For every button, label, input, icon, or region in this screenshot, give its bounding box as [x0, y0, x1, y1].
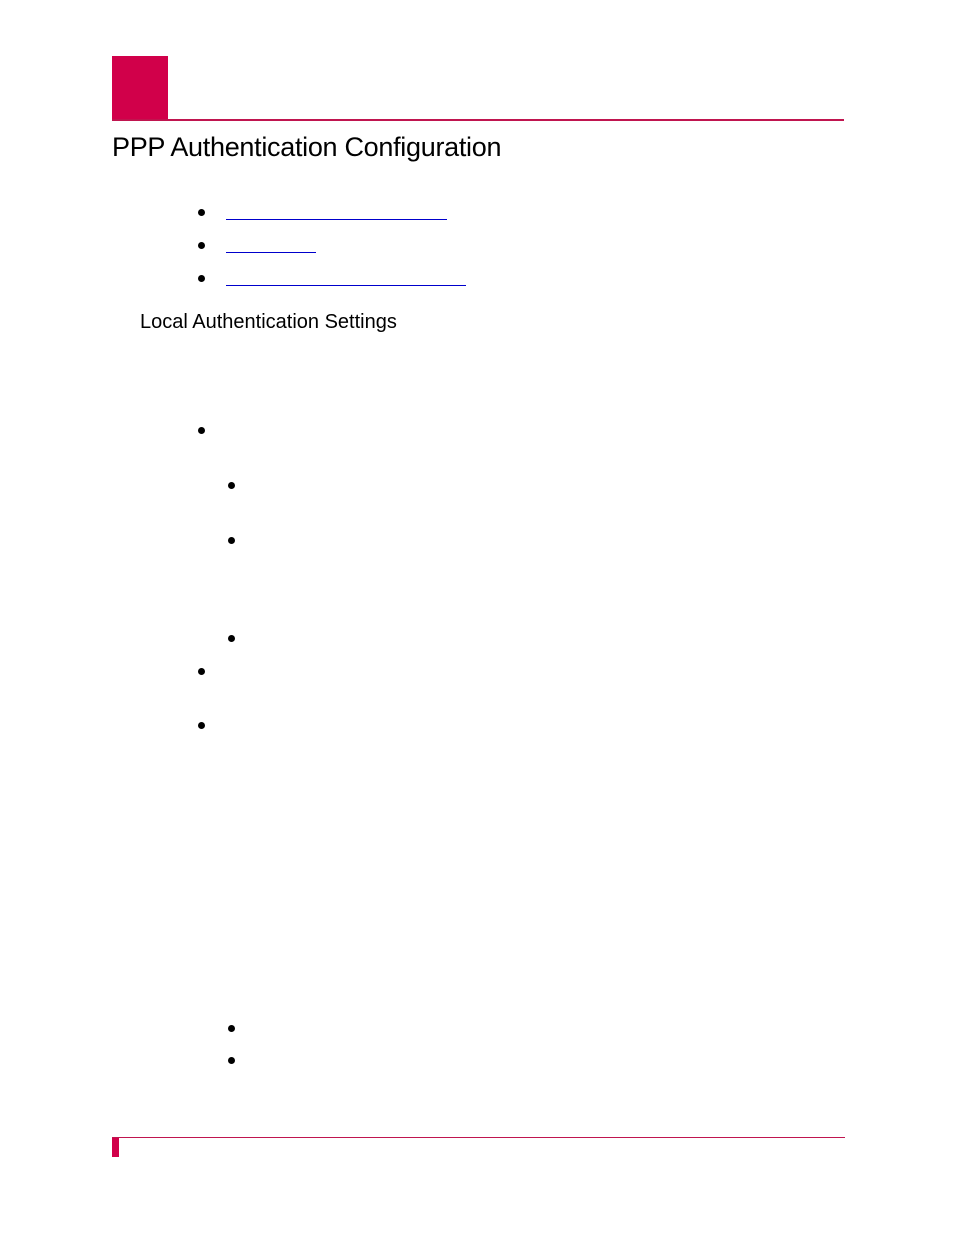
list-bullet [198, 427, 205, 434]
section-heading: Local Authentication Settings [140, 311, 397, 333]
list-bullet-nested [228, 537, 235, 544]
toc-bullet-1 [198, 209, 205, 216]
toc-bullet-3 [198, 275, 205, 282]
toc-link-1[interactable] [226, 219, 447, 220]
list-bullet [198, 668, 205, 675]
chapter-tab-marker [112, 56, 168, 120]
toc-bullet-2 [198, 242, 205, 249]
footer-marker [112, 1138, 119, 1157]
toc-link-2[interactable] [226, 252, 316, 253]
list-bullet-nested [228, 482, 235, 489]
header-rule [112, 119, 844, 121]
footer-rule [112, 1137, 845, 1138]
list-bullet [198, 722, 205, 729]
page-title: PPP Authentication Configuration [112, 132, 502, 162]
list-bullet-nested [228, 1025, 235, 1032]
list-bullet-nested [228, 1057, 235, 1064]
list-bullet-nested [228, 635, 235, 642]
toc-link-3[interactable] [226, 285, 466, 286]
